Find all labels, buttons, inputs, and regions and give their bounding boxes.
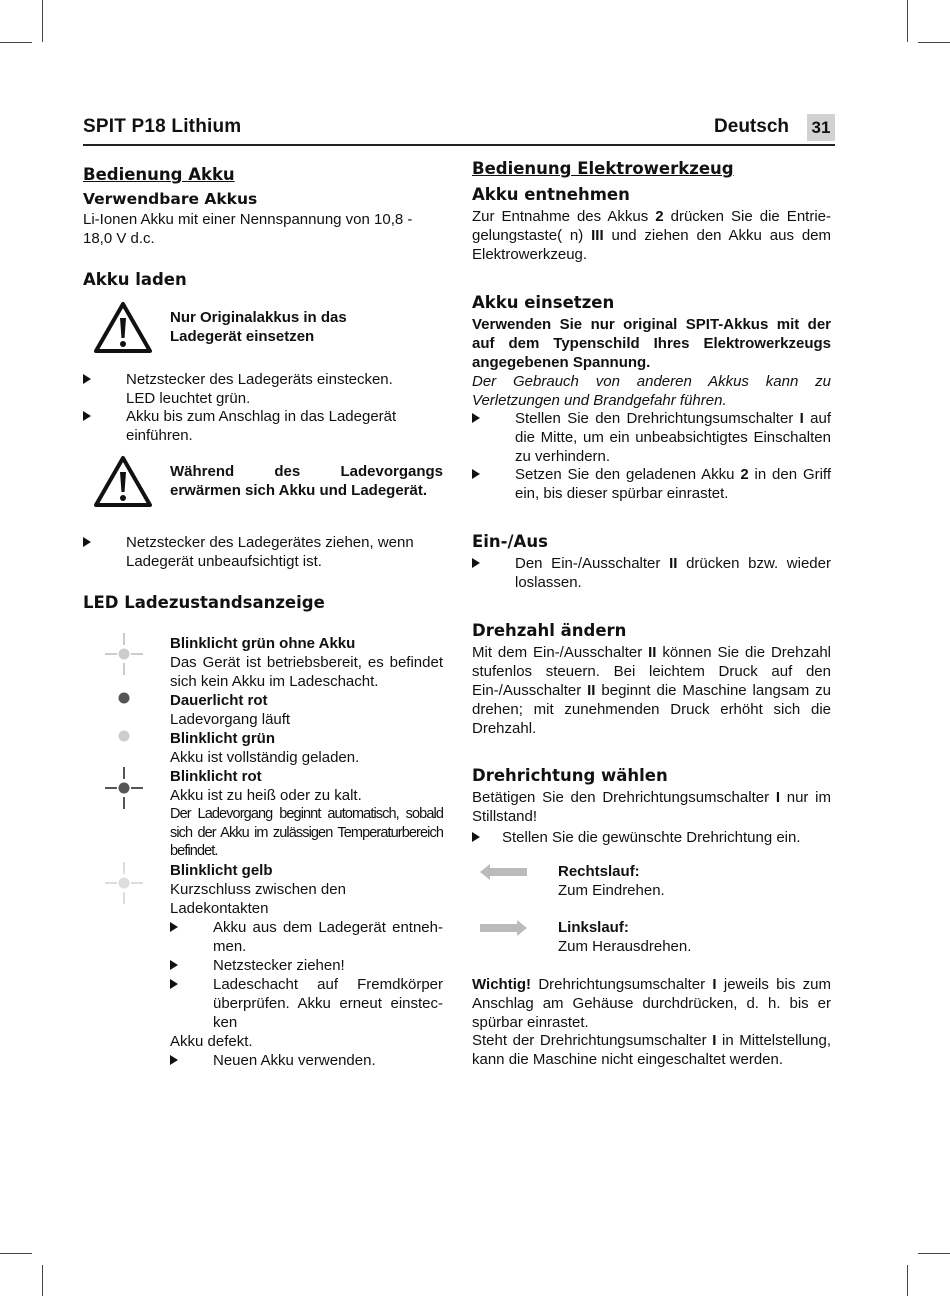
remove-battery-title: Akku entnehmen bbox=[472, 185, 630, 204]
led-blink-green-icon bbox=[105, 633, 143, 675]
usable-batteries-title: Verwendbare Akkus bbox=[83, 190, 258, 208]
usable-batteries-text: Li-Ionen Akku mit einer Nennspannung von 10,8 - 18,0 V d.c. bbox=[83, 211, 413, 247]
arrow-left-icon bbox=[480, 863, 528, 881]
led-state-title: Blinklicht grün bbox=[170, 730, 275, 747]
arrow-bullet-icon bbox=[472, 558, 480, 568]
right-rotation-text: Zum Eindrehen. bbox=[558, 882, 665, 899]
insert-battery-warning: Verwenden Sie nur original SPIT-Akkus mit der auf dem Typenschild Ihres Elektrowerkzeugs angegebenen Spannung. bbox=[472, 316, 831, 371]
crop-mark bbox=[918, 42, 950, 43]
list-item: Den Ein-/Ausschalter II drücken bzw. wieder loslassen. bbox=[472, 554, 831, 592]
direction-title: Drehrichtung wählen bbox=[472, 766, 668, 785]
arrow-bullet-icon bbox=[472, 832, 480, 842]
important-note: Wichtig! Drehrichtungsumschalter I jeweils bis zum Anschlag am Gehäuse durchdrücken, d. h. bis er spürbar einrastet. bbox=[472, 976, 832, 1031]
crop-mark bbox=[0, 42, 32, 43]
list-item: Stellen Sie den Drehrichtungsumschalter I auf die Mitte, um ein unbeabsichtigtes Einschalten zu verhindern. bbox=[472, 409, 831, 466]
list-item: Setzen Sie den geladenen Akku 2 in den Griff ein, bis dieser spürbar einrastet. bbox=[472, 465, 831, 503]
warning-icon bbox=[93, 454, 153, 508]
arrow-bullet-icon bbox=[83, 537, 91, 547]
led-blink-red-icon bbox=[105, 767, 143, 809]
arrow-bullet-icon bbox=[170, 960, 178, 970]
warning-text-original-batteries: Nur Originalakkus in das Ladegerät einsetzen bbox=[170, 309, 347, 345]
led-state-title: Blinklicht gelb bbox=[170, 861, 273, 879]
led-steady-red-icon bbox=[118, 692, 130, 704]
remove-battery-text: Zur Entnahme des Akkus 2 drücken Sie die Entrie- gelungstaste( n) III und ziehen den Akku aus dem Elektrowerkzeug. bbox=[472, 208, 831, 263]
crop-mark bbox=[907, 0, 908, 42]
arrow-bullet-icon bbox=[83, 374, 91, 384]
arrow-bullet-icon bbox=[83, 411, 91, 421]
on-off-title: Ein-/Aus bbox=[472, 532, 548, 551]
list-item: Netzstecker ziehen! bbox=[170, 956, 443, 975]
led-section-title: LED Ladezustandsanzeige bbox=[83, 593, 325, 612]
led-states-list bbox=[170, 634, 443, 1070]
warning-text-heat: Während des Ladevorgangs erwärmen sich Akku und Ladegerät. bbox=[170, 463, 443, 499]
manual-title: SPIT P18 Lithium bbox=[83, 116, 242, 137]
speed-title: Drehzahl ändern bbox=[472, 621, 627, 640]
speed-text: Mit dem Ein-/Ausschalter II können Sie die Drehzahl stufenlos steuern. Bei leichtem Druck auf den Ein-/Ausschalter II beginnt die Maschine langsam zu drehen; mit zunehmenden Druck erhöht sich die Drehzahl. bbox=[472, 644, 832, 737]
warning-icon bbox=[93, 300, 153, 354]
arrow-bullet-icon bbox=[170, 979, 178, 989]
arrow-right-icon bbox=[480, 919, 528, 937]
list-item: Akku aus dem Ladegerät entneh- men. bbox=[170, 918, 443, 956]
direction-text: Betätigen Sie den Drehrichtungsumschalter I nur im Stillstand! bbox=[472, 789, 832, 825]
left-rotation-title: Linkslauf: bbox=[558, 919, 629, 936]
led-state-title: Blinklicht grün ohne Akku bbox=[170, 635, 356, 652]
led-state-text: Kurzschluss zwischen den Ladekontakten bbox=[170, 880, 346, 917]
led-state-title: Dauerlicht rot bbox=[170, 692, 268, 709]
arrow-bullet-icon bbox=[170, 922, 178, 932]
insert-battery-note: Der Gebrauch von anderen Akkus kann zu Verletzungen und Brandgefahr führen. bbox=[472, 373, 831, 409]
crop-mark bbox=[0, 1253, 32, 1254]
arrow-bullet-icon bbox=[472, 469, 480, 479]
left-rotation-text: Zum Herausdrehen. bbox=[558, 938, 692, 955]
arrow-bullet-icon bbox=[472, 413, 480, 423]
section-title-tool: Bedienung Elektrowerkzeug bbox=[472, 159, 734, 178]
led-state-text: Das Gerät ist betriebsbereit, es befindet sich kein Akku im Ladeschacht. bbox=[170, 654, 443, 690]
crop-mark bbox=[42, 1265, 43, 1296]
insert-battery-title: Akku einsetzen bbox=[472, 293, 615, 312]
crop-mark bbox=[42, 0, 43, 42]
arrow-bullet-icon bbox=[170, 1055, 178, 1065]
crop-mark bbox=[918, 1253, 950, 1254]
page-number: 31 bbox=[807, 114, 835, 141]
led-state-title: Blinklicht rot bbox=[170, 768, 262, 785]
led-state-note: Der Ladevorgang beginnt automatisch, sobald sich der Akku im zulässigen Temperaturbereich befindet. bbox=[170, 806, 443, 859]
crop-mark bbox=[907, 1265, 908, 1296]
page-header bbox=[83, 114, 835, 146]
list-item: Neuen Akku verwenden. bbox=[170, 1051, 443, 1070]
language-label: Deutsch bbox=[714, 116, 789, 137]
led-state-text: Akku ist vollständig geladen. bbox=[170, 749, 360, 766]
led-state-text: Akku ist zu heiß oder zu kalt. bbox=[170, 787, 362, 804]
led-blink-yellow-icon bbox=[105, 862, 143, 904]
led-state-text: Akku defekt. bbox=[170, 1032, 253, 1050]
right-rotation-title: Rechtslauf: bbox=[558, 863, 640, 880]
charging-title: Akku laden bbox=[83, 270, 187, 289]
list-item: Ladeschacht auf Fremdkörper überprüfen. Akku erneut einstec- ken bbox=[170, 975, 443, 1032]
middle-position-note: Steht der Drehrichtungsumschalter I in Mittelstellung, kann die Maschine nicht eingeschaltet werden. bbox=[472, 1032, 832, 1068]
section-title-battery: Bedienung Akku bbox=[83, 165, 235, 184]
led-green-icon bbox=[118, 730, 130, 742]
led-state-text: Ladevorgang läuft bbox=[170, 711, 291, 728]
